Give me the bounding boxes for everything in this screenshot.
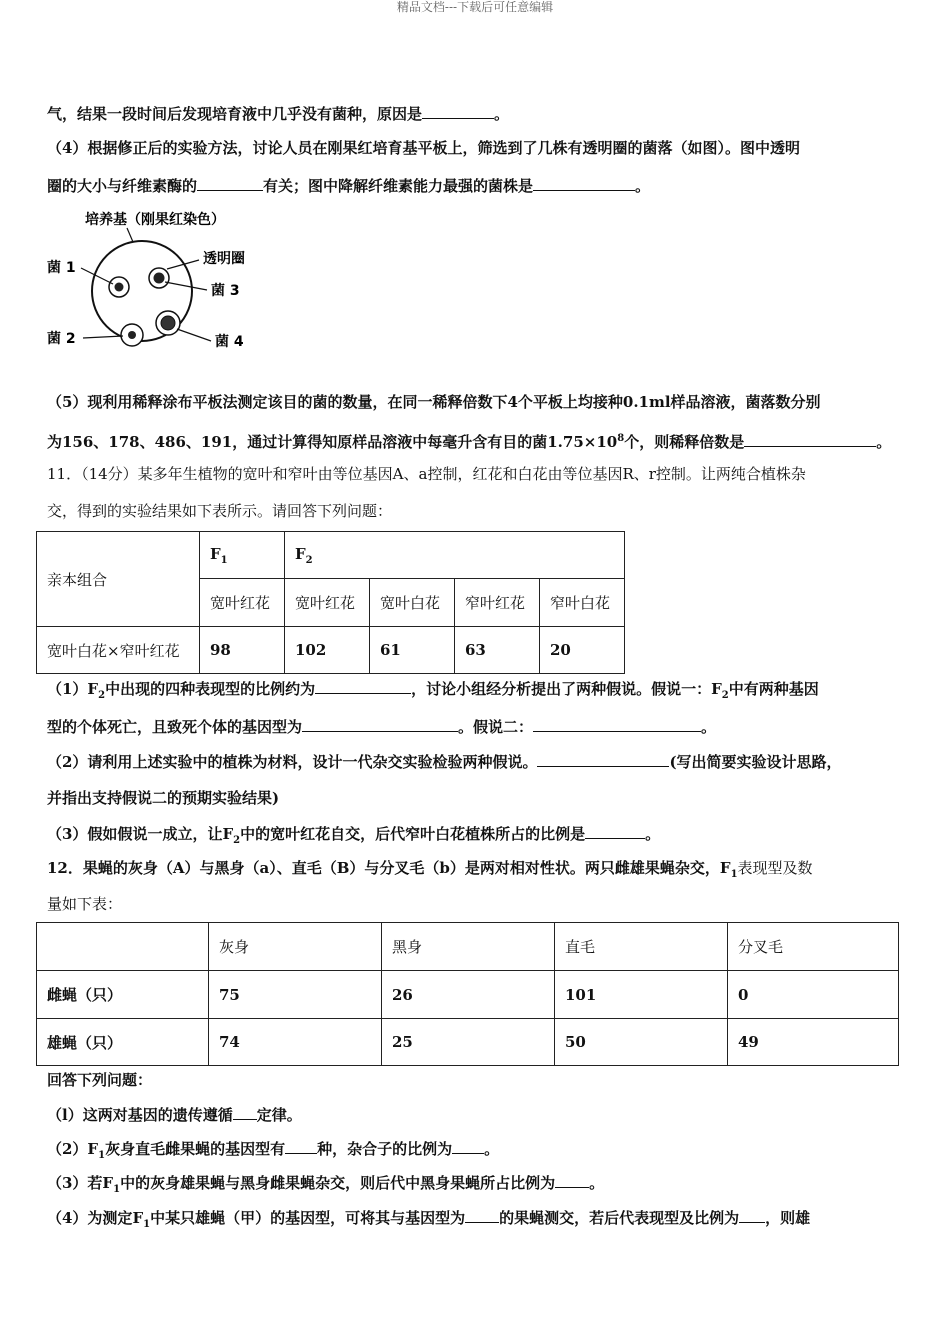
q12-stem: 12．果蝇的灰身（A）与黑身（a）、直毛（B）与分叉毛（b）是两对相对性状。两只雌雄果蝇杂交，$F_1$表现型及数 <box>47 859 813 880</box>
culture-plate-figure <box>47 208 267 368</box>
answer-blank[interactable] <box>315 678 411 694</box>
q10-4-line: （4）根据修正后的实验方法，讨论人员在刚果红培育基平板上，筛选到了几株有透明圈的菌落（如图）。图中透明 <box>47 139 800 157</box>
table-row <box>37 1019 899 1066</box>
label-halo: 透明圈 <box>203 251 245 267</box>
table-cell: 101 <box>555 971 728 1019</box>
q11-1-line-2: 型的个体死亡，且致死个体的基因型为 。假说二： 。 <box>47 718 717 736</box>
table-cell: 50 <box>555 1019 728 1066</box>
q11-table <box>36 531 625 674</box>
colony-1 <box>115 283 124 292</box>
table-cell: 98 <box>200 627 285 674</box>
table-header-f1: $F_1$ <box>200 532 285 579</box>
q10-5-line-2: 为156、178、486、191，通过计算得知原样品溶液中每毫升含有目的菌$1.75\times 10^8$个，则稀释倍数是 。 <box>47 433 892 451</box>
table-row-label: 雌蝇（只） <box>37 971 209 1019</box>
table-row <box>37 971 899 1019</box>
table-header-f2: $F_2$ <box>285 532 625 579</box>
q12-table <box>36 922 899 1066</box>
q11-2-line-2: 并指出支持假说二的预期实验结果) <box>47 789 280 807</box>
leader-line <box>127 228 133 242</box>
q10-5-line: （5）现利用稀释涂布平板法测定该目的菌的数量，在同一稀释倍数下4个平板上均接种0.1ml样品溶液，菌落数分别 <box>47 393 821 411</box>
answer-blank[interactable] <box>739 1207 765 1223</box>
answer-blank[interactable] <box>197 175 263 191</box>
q10-4-line-2: 圈的大小与纤维素酶的 有关；图中降解纤维素能力最强的菌株是 。 <box>47 177 651 195</box>
figure-medium-label: 培养基（刚果红染色） <box>85 212 225 228</box>
table-col-header: 黑身 <box>382 923 555 971</box>
leader-line <box>83 336 123 338</box>
leader-line <box>177 329 211 341</box>
colony-3 <box>154 273 165 284</box>
table-cell: 49 <box>728 1019 899 1066</box>
colony-2 <box>128 331 136 339</box>
answer-blank[interactable] <box>465 1207 499 1223</box>
answer-blank[interactable] <box>452 1138 484 1154</box>
answer-blank[interactable] <box>537 751 669 767</box>
table-cell: 102 <box>285 627 370 674</box>
table-col-header <box>37 923 209 971</box>
answer-blank[interactable] <box>533 716 701 732</box>
table-col-header: 分叉毛 <box>728 923 899 971</box>
q12-stem-2: 量如下表： <box>47 895 123 913</box>
answer-blank[interactable] <box>533 175 635 191</box>
q12-answer-intro: 回答下列问题： <box>47 1071 153 1089</box>
table-header-row <box>37 923 899 971</box>
table-header-parent: 亲本组合 <box>37 532 200 627</box>
table-cell: 0 <box>728 971 899 1019</box>
q11-1-line: $(1)F_2$中出现的四种表现型的比例约为 ，讨论小组经分析提出了两种假说。假说一：$F_2$中有两种基因 <box>47 680 819 701</box>
q12-3-line: （3）若$F_1$中的灰身雄果蝇与黑身雌果蝇杂交，则后代中黑身果蝇所占比例为 。 <box>47 1174 605 1195</box>
colony-4 <box>161 316 175 330</box>
q11-stem-2: 交，得到的实验结果如下表所示。请回答下列问题： <box>47 502 393 520</box>
label-strain-2: 菌 2 <box>47 331 76 347</box>
table-cell: 61 <box>370 627 455 674</box>
table-col-header: 宽叶红花 <box>285 579 370 627</box>
q11-stem: 11．（14分）某多年生植物的宽叶和窄叶由等位基因A、a控制，红花和白花由等位基因R、r控制。让两纯合植株杂 <box>47 465 806 483</box>
table-row-label: 宽叶白花×窄叶红花 <box>37 627 200 674</box>
table-row <box>37 627 625 674</box>
answer-blank[interactable] <box>302 716 458 732</box>
answer-blank[interactable] <box>233 1104 257 1120</box>
table-cell: 74 <box>209 1019 382 1066</box>
table-col-header: 宽叶红花 <box>200 579 285 627</box>
table-cell: 75 <box>209 971 382 1019</box>
q12-2-line: $(2)F_1$灰身直毛雌果蝇的基因型有 种，杂合子的比例为 。 <box>47 1140 500 1161</box>
answer-blank[interactable] <box>744 431 876 447</box>
table-cell: 63 <box>455 627 540 674</box>
q10-line-1: 气，结果一段时间后发现培育液中几乎没有菌种，原因是 。 <box>47 105 510 123</box>
table-col-header: 宽叶白花 <box>370 579 455 627</box>
table-col-header: 灰身 <box>209 923 382 971</box>
answer-blank[interactable] <box>285 1138 317 1154</box>
q12-1-line: （l）这两对基因的遗传遵循 定律。 <box>47 1106 302 1124</box>
table-cell: 20 <box>540 627 625 674</box>
table-cell: 26 <box>382 971 555 1019</box>
table-col-header: 直毛 <box>555 923 728 971</box>
label-strain-4: 菌 4 <box>215 334 244 350</box>
table-row-label: 雄蝇（只） <box>37 1019 209 1066</box>
q12-4-line: （4）为测定$F_1$中某只雄蝇（甲）的基因型，可将其与基因型为 的果蝇测交，若后代表现型及比例为 ，则雄 <box>47 1209 811 1230</box>
answer-blank[interactable] <box>585 823 645 839</box>
q11-3-line: （3）假如假说一成立，让$F_2$中的宽叶红花自交，后代窄叶白花植株所占的比例是 。 <box>47 825 661 846</box>
leader-line <box>165 282 207 290</box>
answer-blank[interactable] <box>422 103 494 119</box>
table-cell: 25 <box>382 1019 555 1066</box>
q11-2-line: （2）请利用上述实验中的植株为材料，设计一代杂交实验检验两种假说。 (写出简要实验设计思路， <box>47 753 842 771</box>
table-col-header: 窄叶白花 <box>540 579 625 627</box>
label-strain-1: 菌 1 <box>47 260 76 276</box>
page-header: 精品文档---下载后可任意编辑 <box>396 0 554 14</box>
label-strain-3: 菌 3 <box>211 283 240 299</box>
answer-blank[interactable] <box>555 1172 589 1188</box>
table-col-header: 窄叶红花 <box>455 579 540 627</box>
